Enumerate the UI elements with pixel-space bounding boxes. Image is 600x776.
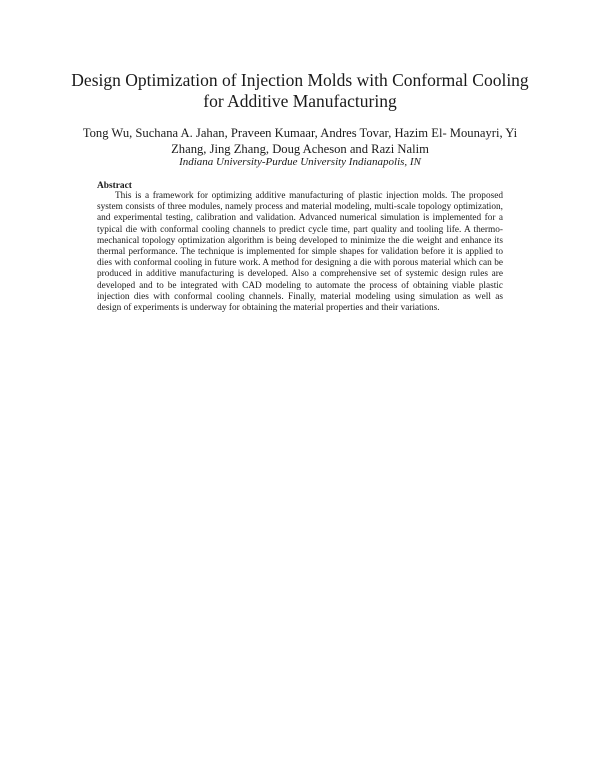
paper-title: Design Optimization of Injection Molds with Conformal Cooling for Additive Manufacturing xyxy=(71,70,529,111)
abstract-text: This is a framework for optimizing additive manufacturing of plastic injection molds. The proposed system consists of three modules, namely process and material modeling, multi-scale topology optimization, and experimental testing, calibration and validation. Advanced numerical simulation is implemented for a typical die with conformal cooling channels to predict cycle time, part quality and tooling life. A thermo-mechanical topology optimization algorithm is being developed to minimize the die weight and enhance its thermal performance. The technique is implemented for simple shapes for validation before it is applied to dies with conformal cooling in future work. A method for designing a die with porous material which can be produced in additive manufacturing is developed. Also a comprehensive set of systemic design rules are developed and to be integrated with CAD modeling to automate the process of obtaining viable plastic injection dies with conformal cooling channels. Finally, material modeling using simulation as well as design of experiments is underway for obtaining the material properties and their variations. xyxy=(97,191,503,314)
author-list: Tong Wu, Suchana A. Jahan, Praveen Kumaar, Andres Tovar, Hazim El- Mounayri, Yi Zhang, Jing Zhang, Doug Acheson and Razi Nalim xyxy=(82,126,518,156)
affiliation: Indiana University-Purdue University Indianapolis, IN xyxy=(179,156,421,168)
abstract-heading: Abstract xyxy=(97,181,132,191)
